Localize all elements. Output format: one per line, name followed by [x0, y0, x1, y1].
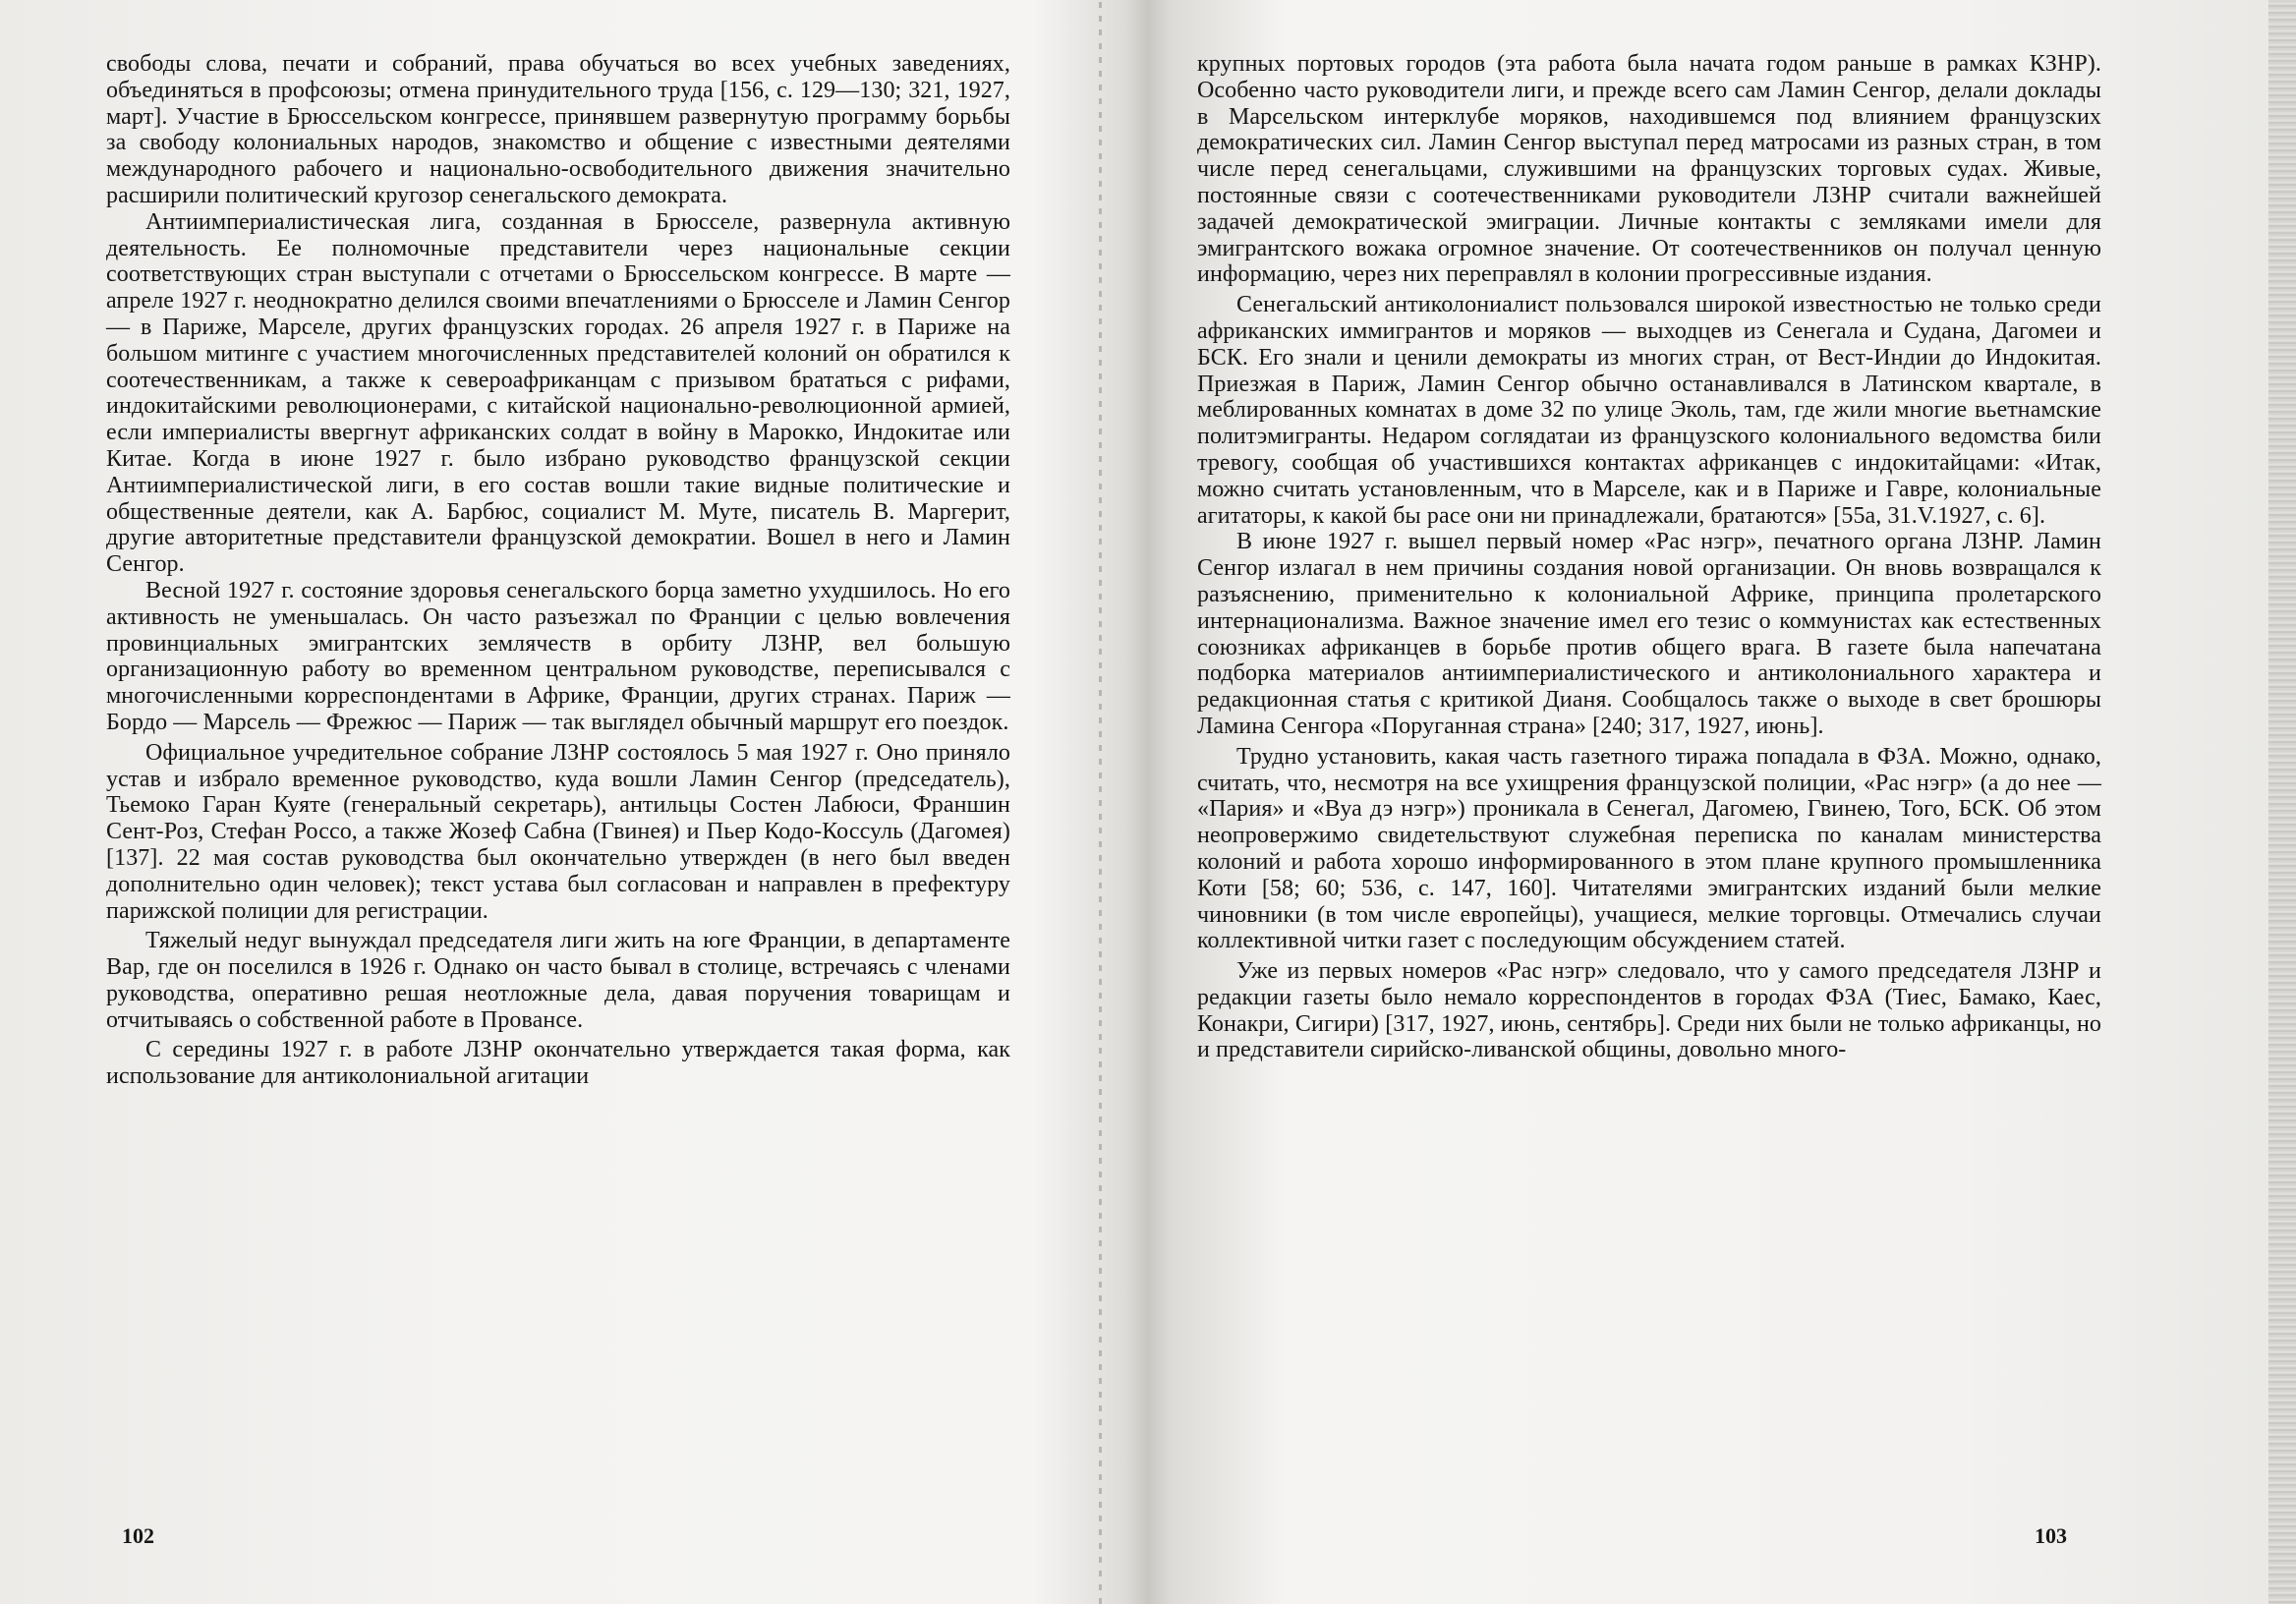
paragraph: свободы слова, печати и собраний, права обучаться во всех учебных заведениях, объединяться в профсоюзы; отмена принудительного труда [156, с. 129—130; 321, 1927, март]. Участие в Брюссельском конгрессе, принявшем развернутую программу борьбы за свободу колониальных народов, знакомство и общение с известными деятелями международного рабочего и национально-освободительного движения значительно расширили политический кругозор сенегальского демократа. [106, 51, 1010, 208]
page-number: 103 [2035, 1523, 2067, 1548]
paragraph: Тяжелый недуг вынуждал председателя лиги жить на юге Франции, в департаменте Вар, где он поселился в 1926 г. Однако он часто бывал в столице, встречаясь с членами руководства, оперативно решая неотложные дела, давая поручения товарищам и отчитываясь о собственной работе в Провансе. [106, 928, 1010, 1033]
right-page [1197, 51, 2101, 1063]
paragraph: Антиимпериалистическая лига, созданная в Брюсселе, развернула активную деятельность. Ее полномочные представители через национальные секции соответствующих стран выступали с отчетами о Брюссельском конгрессе. В марте — апреле 1927 г. неоднократно делился своими впечатлениями о Брюсселе и Ламин Сенгор — в Париже, Марселе, других французских городах. 26 апреля 1927 г. в Париже на большом митинге с участием многочисленных представителей колоний он обратился к соотечественникам, а также к североафриканцам с призывом брататься с рифами, индокитайскими революционерами, с китайской национально-революционной армией, если империалисты ввергнут африканских солдат в войну в Марокко, Индокитае или Китае. Когда в июне 1927 г. было избрано руководство французской секции Антиимпериалистической лиги, в его состав вошли такие видные политические и общественные деятели, как А. Барбюс, социалист М. Муте, писатель В. Маргерит, другие авторитетные представители французской демократии. Вошел в него и Ламин Сенгор. [106, 208, 1010, 578]
paragraph: крупных портовых городов (эта работа была начата годом раньше в рамках КЗНР). Особенно часто руководители лиги, и прежде всего сам Ламин Сенгор, делали доклады в Марсельском интерклубе моряков, находившемся под влиянием французских демократических сил. Ламин Сенгор выступал перед матросами из разных стран, в том числе перед сенегальцами, служившими на французских торговых судах. Живые, постоянные связи с соотечественниками руководители ЛЗНР считали важнейшей задачей демократической эмиграции. Личные контакты с земляками имели для эмигрантского вожака огромное значение. От соотечественников он получал ценную информацию, через них переправлял в колонии прогрессивные издания. [1197, 51, 2101, 288]
page-number: 102 [122, 1523, 154, 1548]
paragraph: Трудно установить, какая часть газетного тиража попадала в ФЗА. Можно, однако, считать, что, несмотря на все ухищрения французской полиции, «Рас нэгр» (а до нее — «Пария» и «Вуа дэ нэгр») проникала в Сенегал, Дагомею, Гвинею, Того, БСК. Об этом неопровержимо свидетельствуют служебная переписка по каналам министерства колоний и работа хорошо информированного в этом плане крупного промышленника Коти [58; 60; 536, с. 147, 160]. Читателями эмигрантских изданий были мелкие чиновники (в том числе европейцы), учащиеся, мелкие торговцы. Отмечались случаи коллективной читки газет с последующим обсуждением статей. [1197, 743, 2101, 954]
left-page [106, 51, 1010, 1090]
paragraph: Официальное учредительное собрание ЛЗНР состоялось 5 мая 1927 г. Оно приняло устав и избрало временное руководство, куда вошли Ламин Сенгор (председатель), Тьемоко Гаран Куяте (генеральный секретарь), антильцы Состен Лабюси, Франшин Сент-Роз, Стефан Россо, а также Жозеф Сабна (Гвинея) и Пьер Кодо-Коссуль (Дагомея) [137]. 22 мая состав руководства был окончательно утвержден (в него был введен дополнительно один человек); текст устава был согласован и направлен в префектуру парижской полиции для регистрации. [106, 739, 1010, 924]
book-gutter [1099, 0, 1102, 1604]
paragraph: Сенегальский антиколониалист пользовался широкой известностью не только среди африканских иммигрантов и моряков — выходцев из Сенегала и Судана, Дагомеи и БСК. Его знали и ценили демократы из многих стран, от Вест-Индии до Индокитая. Приезжая в Париж, Ламин Сенгор обычно останавливался в Латинском квартале, в меблированных комнатах в доме 32 по улице Эколь, там, где жили многие вьетнамские политэмигранты. Недаром соглядатаи из французского колониального ведомства били тревогу, сообщая об участившихся контактах африканцев с индокитайцами: «Итак, можно считать установленным, что в Марселе, как и в Париже и Гавре, колониальные агитаторы, к какой бы расе они ни принадлежали, братаются» [55а, 31.V.1927, с. 6]. [1197, 292, 2101, 529]
paragraph: В июне 1927 г. вышел первый номер «Рас нэгр», печатного органа ЛЗНР. Ламин Сенгор излагал в нем причины создания новой организации. Он вновь возвращался к разъяснению, применительно к колониальной Африке, принципа пролетарского интернационализма. Важное значение имел его тезис о коммунистах как естественных союзниках африканцев в борьбе против общего врага. В газете была напечатана подборка материалов антиимпериалистического и антиколониального характера и редакционная статья с критикой Дианя. Сообщалось также о выходе в свет брошюры Ламина Сенгора «Поруганная страна» [240; 317, 1927, июнь]. [1197, 529, 2101, 739]
paragraph: С середины 1927 г. в работе ЛЗНР окончательно утверждается такая форма, как использование для антиколониальной агитации [106, 1037, 1010, 1090]
paragraph: Уже из первых номеров «Рас нэгр» следовало, что у самого председателя ЛЗНР и редакции газеты было немало корреспондентов в городах ФЗА (Тиес, Бамако, Каес, Конакри, Сигири) [317, 1927, июнь, сентябрь]. Среди них были не только африканцы, но и представители сирийско-ливанской общины, довольно много- [1197, 958, 2101, 1063]
paragraph: Весной 1927 г. состояние здоровья сенегальского борца заметно ухудшилось. Но его активность не уменьшалась. Он часто разъезжал по Франции с целью вовлечения провинциальных эмигрантских землячеств в орбиту ЛЗНР, вел большую организационную работу во временном центральном руководстве, переписывался с многочисленными корреспондентами в Африке, Франции, других странах. Париж — Бордо — Марсель — Фрежюс — Париж — так выглядел обычный маршрут его поездок. [106, 577, 1010, 735]
page-edge [2268, 0, 2296, 1604]
